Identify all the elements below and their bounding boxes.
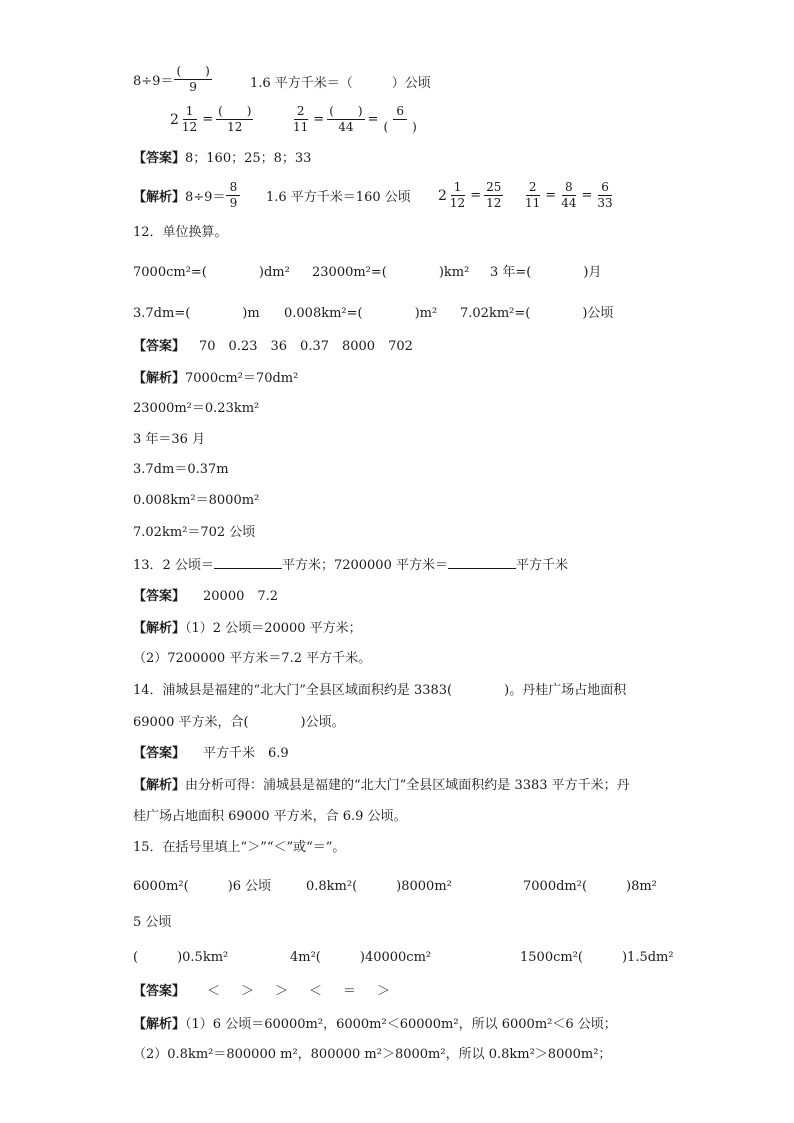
q11-mixed-number: 2 $\frac{1}{12}$ <box>170 104 198 134</box>
q12-title: 12．单位换算。 <box>133 225 228 240</box>
q11-analysis: 【解析】8÷9＝ $\frac{8}{9}$ <box>133 180 241 211</box>
q13-answer: 【答案】 20000 7.2 <box>133 589 279 604</box>
q12-analysis-1: 【解析】7000cm²＝70dm² <box>133 371 299 386</box>
q14-analysis-2: 桂广场占地面积 69000 平方米，合 6.9 公顷。 <box>133 809 407 824</box>
q15-answer: 【答案】 ＜ ＞ ＞ ＜ ＝ ＞ <box>133 984 395 999</box>
q15-item-4-line2: ( )0.5km² <box>133 950 229 965</box>
q15-analysis-2: （2）0.8km²＝800000 m²，800000 m²＞8000m²，所以 0.8km²＞8000m²； <box>133 1047 612 1062</box>
q12-item-6: 7.02km²=( )公顷 <box>460 306 614 321</box>
q11-area-question: 1.6 平方千米＝（ ）公顷 <box>250 76 431 91</box>
q14-question-line1: 14．浦城县是福建的“北大门”全县区域面积约是 3383( )。丹桂广场占地面积 <box>133 683 627 698</box>
q13-analysis-1: 【解析】（1）2 公顷＝20000 平方米； <box>133 621 362 636</box>
q12-item-2: 23000m²=( )km² <box>312 265 470 280</box>
q12-item-3: 3 年=( )月 <box>490 265 602 280</box>
q15-item-5: 4m²( )40000cm² <box>290 950 432 965</box>
q11-analysis-mixed: 2 $\frac{1}{12}$ = $\frac{25}{12}$ <box>438 180 502 210</box>
q14-answer: 【答案】 平方千米 6.9 <box>133 746 289 761</box>
q15-item-2: 0.8km²( )8000m² <box>306 879 452 894</box>
q15-item-3: 7000dm²( )8m² <box>523 879 657 894</box>
q12-analysis-5: 0.008km²＝8000m² <box>133 493 260 508</box>
q11-fraction-6: $\frac{6}{( )}$ <box>383 104 417 134</box>
q12-item-1: 7000cm²=( )dm² <box>133 265 290 280</box>
q11-fraction-4: $\frac{2}{11}$ <box>293 104 309 134</box>
q11-lead: 8÷9＝ <box>133 74 174 89</box>
q13-analysis-2: （2）7200000 平方米＝7.2 平方千米。 <box>133 651 372 666</box>
q14-analysis-1: 【解析】由分析可得：浦城县是福建的“北大门”全县区域面积约是 3383 平方千米；丹 <box>133 778 630 793</box>
q12-answer: 【答案】 70 0.23 36 0.37 8000 702 <box>133 339 413 354</box>
q15-item-1: 6000m²( )6 公顷 <box>133 879 272 894</box>
q12-analysis-6: 7.02km²＝702 公顷 <box>133 525 256 540</box>
q12-item-5: 0.008km²=( )m² <box>284 306 438 321</box>
q12-analysis-2: 23000m²＝0.23km² <box>133 401 260 416</box>
q12-item-4: 3.7dm=( )m <box>133 306 260 321</box>
q11-row2-right: $\frac{2}{11}$ = $\frac{( )}{44}$ = $\frac{6}{( )}$ <box>293 104 417 134</box>
q12-analysis-3: 3 年＝36 月 <box>133 432 206 447</box>
q14-question-line2: 69000 平方米，合( )公顷。 <box>133 715 345 730</box>
q12-analysis-4: 3.7dm＝0.37m <box>133 462 229 477</box>
q13-question: 13．2 公顷＝ 平方米；7200000 平方米＝ 平方千米 <box>133 558 568 573</box>
q11-answer: 【答案】8；160；25；8；33 <box>133 151 312 166</box>
q11-analysis-chain: $\frac{2}{11}$ = $\frac{8}{44}$ = $\frac{6}{33}$ <box>525 180 613 210</box>
q11-row2: 2 $\frac{1}{12}$ = $\frac{( )}{12}$ <box>170 104 252 134</box>
q13-blank-2 <box>448 556 516 569</box>
q15-analysis-1: 【解析】（1）6 公顷＝60000m²，6000m²＜60000m²，所以 6000m²＜6 公顷； <box>133 1017 617 1032</box>
q11-analysis-area: 1.6 平方千米＝160 公顷 <box>266 190 411 205</box>
q15-item-6: 1500cm²( )1.5dm² <box>520 950 674 965</box>
q13-blank-1 <box>214 556 282 569</box>
q15-item-4-line1: 5 公顷 <box>133 915 172 930</box>
q11-row1 <box>133 64 213 95</box>
q11-fraction-3: $\frac{( )}{12}$ <box>218 104 252 134</box>
q15-title: 15．在括号里填上“＞”“＜”或“＝”。 <box>133 840 346 855</box>
q11-fraction-5: $\frac{( )}{44}$ <box>329 104 363 134</box>
q11-fraction-1: $\frac{( )}{9}$ <box>176 64 210 94</box>
